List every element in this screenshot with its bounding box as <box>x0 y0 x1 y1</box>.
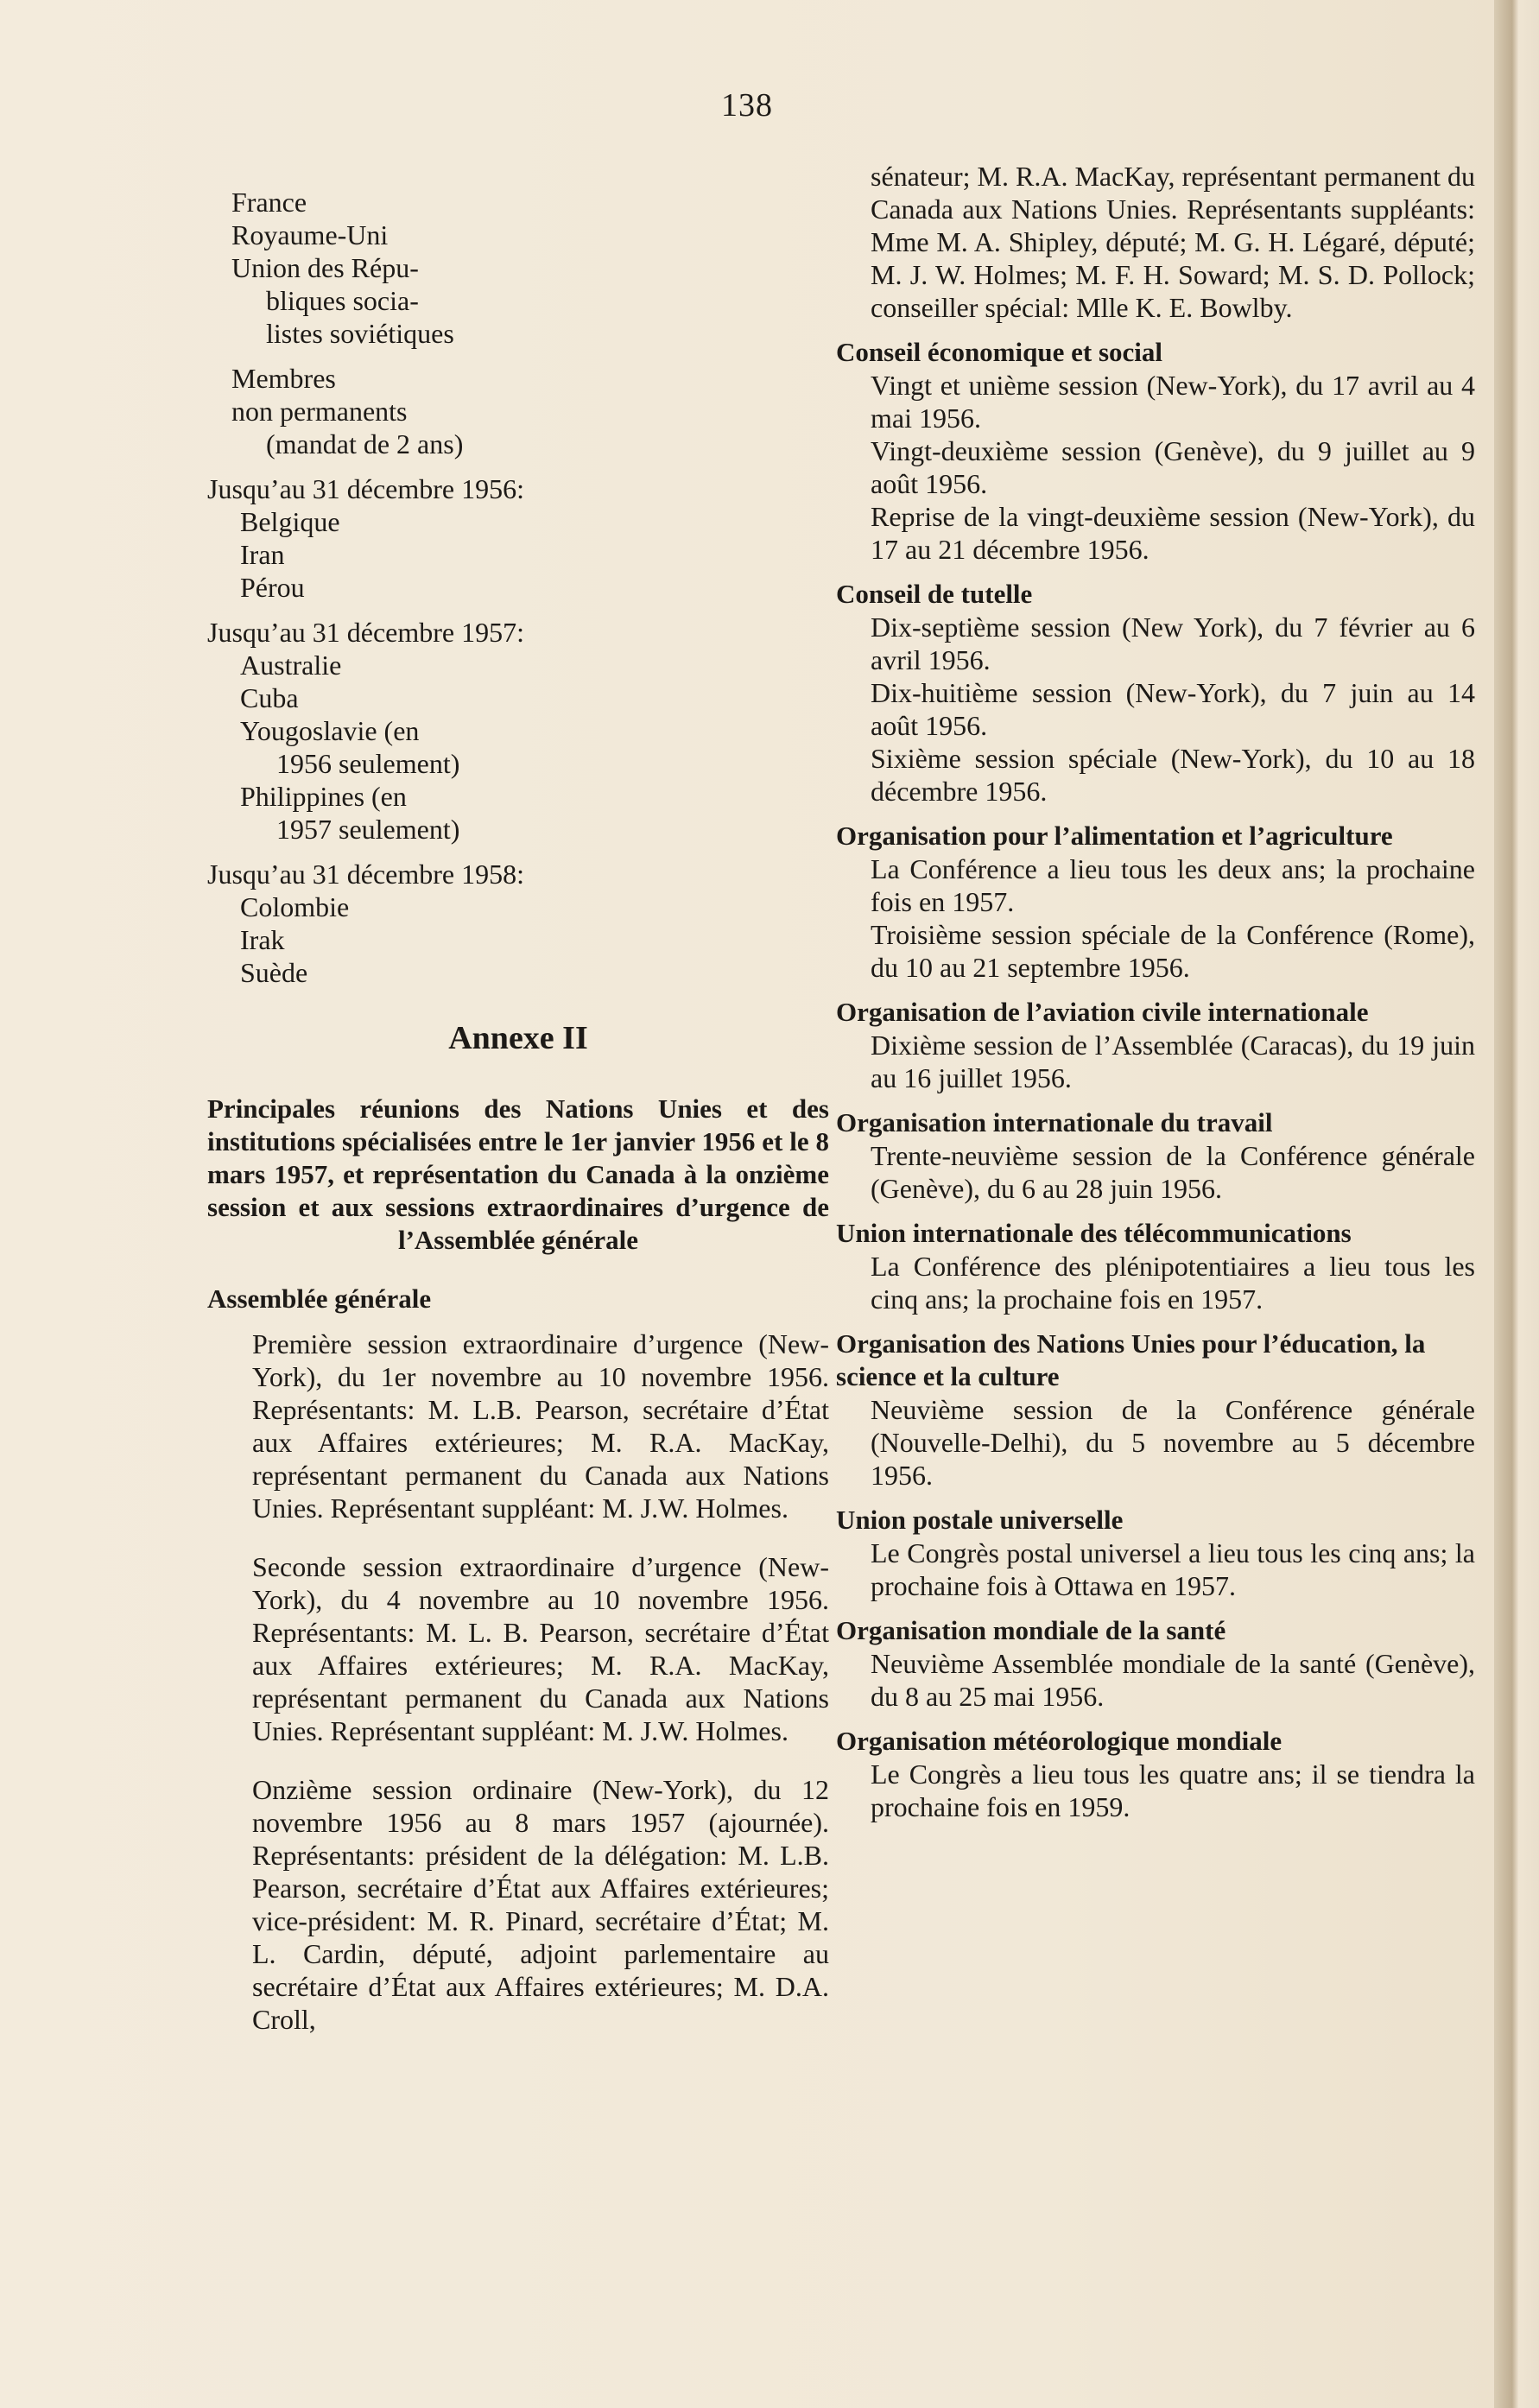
list-item: Suède <box>240 957 308 988</box>
paragraph: Le Congrès a lieu tous les quatre ans; il se tiendra la prochaine fois en 1959. <box>871 1758 1475 1822</box>
group-label: Jusqu’au 31 décembre 1957: <box>207 617 525 648</box>
paragraph: Dix-huitième session (New-York), du 7 juin au 14 août 1956. <box>871 677 1475 741</box>
paragraph: Neuvième session de la Conférence générale (Nouvelle-Delhi), du 5 novembre au 5 décembre 1956. <box>871 1394 1475 1491</box>
paragraph: Trente-neuvième session de la Conférence générale (Genève), du 6 au 28 juin 1956. <box>871 1140 1475 1204</box>
list-item: Colombie <box>240 891 350 922</box>
paragraph: Neuvième Assemblée mondiale de la santé (Genève), du 8 au 25 mai 1956. <box>871 1648 1475 1712</box>
section-title: Union postale universelle <box>836 1505 1124 1535</box>
list-item: Philippines (en <box>240 781 407 812</box>
list-item: Australie <box>240 650 342 681</box>
left-column <box>207 186 829 2036</box>
list-item: 1957 seulement) <box>276 814 460 845</box>
paragraph: Onzième session ordinaire (New-York), du 12 novembre 1956 au 8 mars 1957 (ajournée). Représentants: président de la délégation: M. L.B. Pearson, secrétaire d’État aux Affaires extérieures; vice-président: M. R. Pinard, secrétaire d’État; M. L. Cardin, député, adjoint parlementaire au secrétaire d’État aux Affaires extérieures; M. D.A. Croll, <box>252 1774 829 2035</box>
list-item: 1956 seulement) <box>276 748 460 779</box>
label-line: Membres <box>231 363 336 394</box>
list-item: Yougoslavie (en <box>240 715 420 746</box>
list-item: Cuba <box>240 682 299 713</box>
list-item: bliques socia- <box>266 285 419 316</box>
section-title: Organisation internationale du travail <box>836 1107 1273 1137</box>
paragraph: Première session extraordinaire d’urgence (New-York), du 1er novembre au 10 novembre 1956. Représentants: M. L.B. Pearson, secrétaire d’État aux Affaires extérieures; M. R.A. MacKay, représentant permanent du Canada aux Nations Unies. Représentant suppléant: M. J.W. Holmes. <box>252 1328 829 1524</box>
section-title: Organisation météorologique mondiale <box>836 1726 1282 1756</box>
paragraph: Troisième session spéciale de la Conférence (Rome), du 10 au 21 septembre 1956. <box>871 919 1475 983</box>
section-title: Conseil de tutelle <box>836 579 1033 609</box>
annex-title: Annexe II <box>448 1020 588 1056</box>
permanent-members-list <box>207 186 829 350</box>
section-title: Assemblée générale <box>207 1283 432 1314</box>
right-column <box>836 160 1475 1823</box>
list-item: listes soviétiques <box>266 318 454 349</box>
list-item: Irak <box>240 924 285 955</box>
list-item: Belgique <box>240 506 340 537</box>
paragraph: Sixième session spéciale (New-York), du 10 au 18 décembre 1956. <box>871 743 1475 807</box>
section-title: Conseil économique et social <box>836 337 1162 367</box>
list-item: Pérou <box>240 572 305 603</box>
label-line: non permanents <box>231 396 408 427</box>
continuation-paragraph: sénateur; M. R.A. MacKay, représentant permanent du Canada aux Nations Unies. Représentants suppléants: Mme M. A. Shipley, député; M. G. H. Légaré, député; M. J. W. Holmes; M. F. H. Soward; M. S. D. Pollock; conseiller spécial: Mlle K. E. Bowlby. <box>871 161 1475 323</box>
list-item: France <box>231 187 307 218</box>
section-title: Organisation des Nations Unies pour l’éducation, la science et la culture <box>836 1328 1426 1391</box>
page-edge <box>1494 0 1539 2408</box>
section-title: Union internationale des télécommunications <box>836 1218 1352 1248</box>
annex-heading: Principales réunions des Nations Unies et des institutions spécialisées entre le 1er janvier 1956 et le 8 mars 1957, et représentation du Canada à la onzième session et aux sessions extraordinaires d’urgence de l’Assemblée générale <box>207 1093 829 1255</box>
list-item: Union des Répu- <box>231 252 419 283</box>
paragraph: Vingt-deuxième session (Genève), du 9 juillet au 9 août 1956. <box>871 435 1475 499</box>
group-label: Jusqu’au 31 décembre 1958: <box>207 859 525 890</box>
paragraph: Seconde session extraordinaire d’urgence (New-York), du 4 novembre au 10 novembre 1956. Représentants: M. L. B. Pearson, secrétaire d’État aux Affaires extérieures; M. R.A. MacKay, représentant permanent du Canada aux Nations Unies. Représentant suppléant: M. J.W. Holmes. <box>252 1551 829 1746</box>
section-title: Organisation mondiale de la santé <box>836 1615 1226 1645</box>
section-title: Organisation de l’aviation civile internationale <box>836 997 1369 1027</box>
paragraph: Reprise de la vingt-deuxième session (New-York), du 17 au 21 décembre 1956. <box>871 501 1475 565</box>
paragraph: La Conférence a lieu tous les deux ans; la prochaine fois en 1957. <box>871 853 1475 917</box>
section-title: Organisation pour l’alimentation et l’agriculture <box>836 821 1393 851</box>
list-item: Royaume-Uni <box>231 219 389 250</box>
nonpermanent-label <box>207 362 829 460</box>
paragraph: Le Congrès postal universel a lieu tous les cinq ans; la prochaine fois à Ottawa en 1957. <box>871 1537 1475 1601</box>
paragraph: Vingt et unième session (New-York), du 17 avril au 4 mai 1956. <box>871 370 1475 434</box>
group-label: Jusqu’au 31 décembre 1956: <box>207 473 525 504</box>
paragraph: La Conférence des plénipotentiaires a lieu tous les cinq ans; la prochaine fois en 1957. <box>871 1251 1475 1315</box>
label-line: (mandat de 2 ans) <box>266 428 464 459</box>
list-item: Iran <box>240 539 285 570</box>
paragraph: Dixième session de l’Assemblée (Caracas), du 19 juin au 16 juillet 1956. <box>871 1030 1475 1093</box>
page-number: 138 <box>721 87 773 124</box>
paragraph: Dix-septième session (New York), du 7 février au 6 avril 1956. <box>871 612 1475 675</box>
